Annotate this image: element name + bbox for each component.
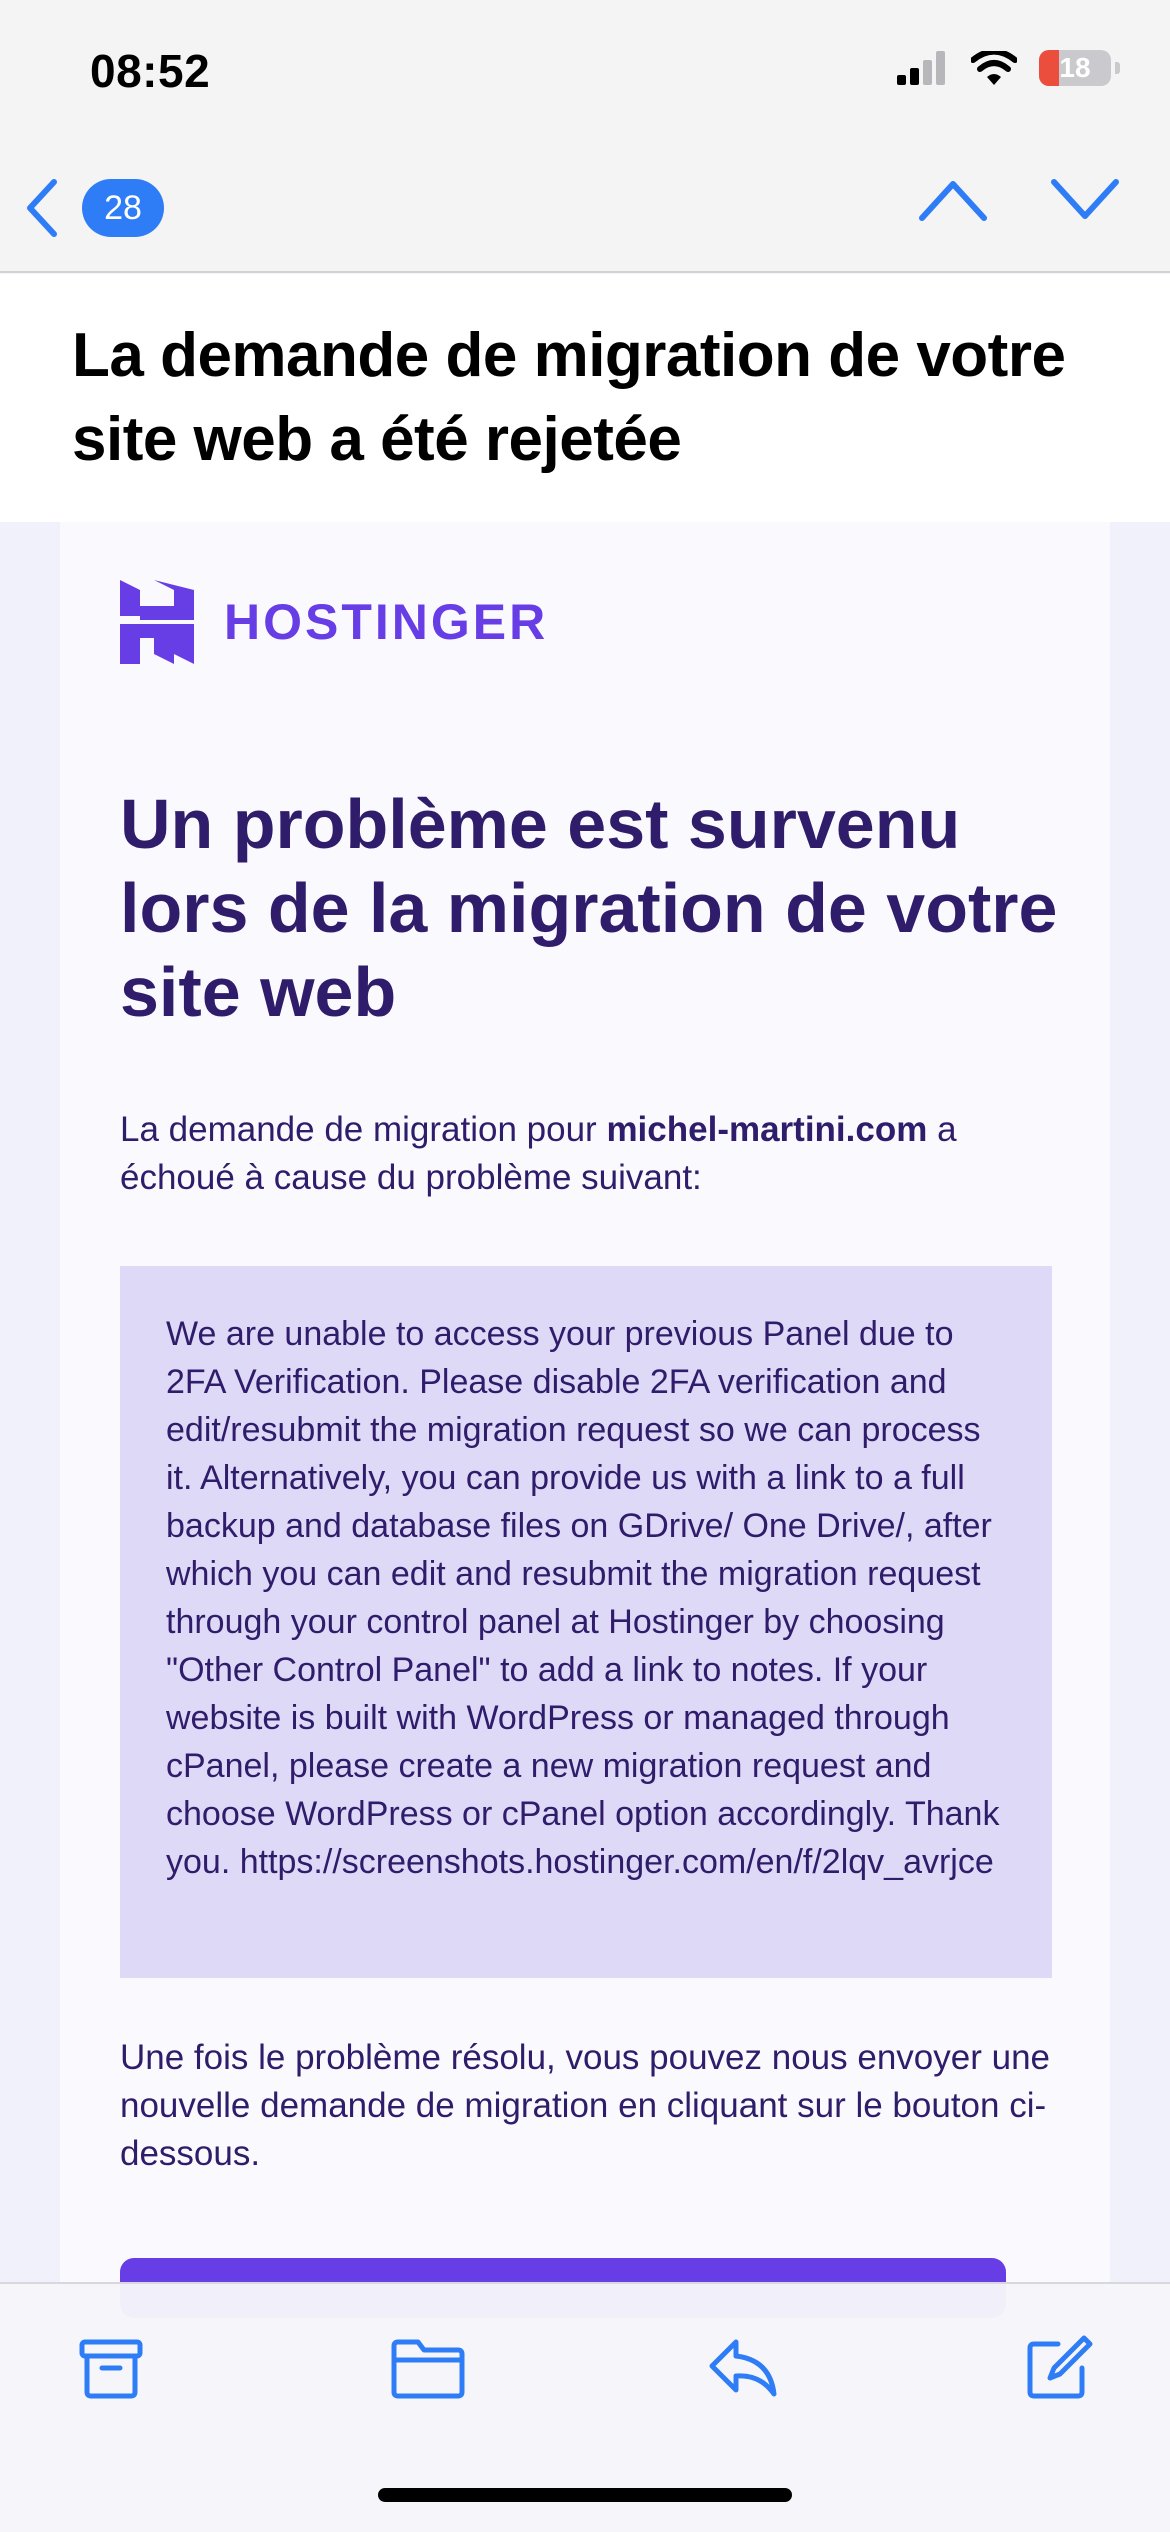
email-intro xyxy=(120,1106,1060,1202)
email-body[interactable] xyxy=(0,522,1170,2282)
archive-button[interactable] xyxy=(78,2334,144,2405)
message-navigation xyxy=(918,178,1120,227)
brand-name: HOSTINGER xyxy=(224,594,549,650)
hostinger-logo xyxy=(120,580,548,664)
battery-tip xyxy=(1115,62,1120,74)
back-button[interactable] xyxy=(24,178,164,238)
reply-icon xyxy=(706,2334,778,2400)
next-message-button[interactable] xyxy=(1050,178,1120,227)
hostinger-logo-icon xyxy=(120,580,194,664)
intro-text-end: a échoué à cause du problème suivant: xyxy=(120,1110,957,1197)
battery-icon xyxy=(1039,50,1111,86)
wifi-icon xyxy=(971,51,1017,85)
reply-button[interactable] xyxy=(706,2334,778,2405)
intro-text-start: La demande de migration pour xyxy=(120,1110,607,1149)
status-bar xyxy=(0,0,1170,150)
move-to-folder-button[interactable] xyxy=(390,2334,466,2405)
battery-level: 18 xyxy=(1059,52,1091,83)
home-indicator[interactable] xyxy=(378,2488,792,2502)
rejection-reason-box xyxy=(120,1266,1052,1978)
chevron-up-icon xyxy=(918,178,988,222)
email-headline: Un problème est survenu lors de la migration de votre site web xyxy=(120,785,1058,1031)
email-subject-header xyxy=(0,274,1170,522)
domain-name: michel-martini.com xyxy=(606,1110,928,1149)
email-card xyxy=(60,522,1110,2282)
chevron-down-icon xyxy=(1050,178,1120,222)
back-chevron-icon xyxy=(24,178,60,238)
previous-message-button[interactable] xyxy=(918,178,988,227)
archive-icon xyxy=(78,2334,144,2400)
email-subject: La demande de migration de votre site web a été rejetée xyxy=(72,321,1066,474)
status-time: 08:52 xyxy=(90,45,211,97)
folder-icon xyxy=(390,2334,466,2400)
status-icons xyxy=(897,50,1120,86)
compose-icon xyxy=(1024,2334,1094,2400)
email-outro: Une fois le problème résolu, vous pouvez nous envoyer une nouvelle demande de migration en cliquant sur le bouton ci-dessous. xyxy=(120,2038,1050,2173)
mail-nav-bar xyxy=(0,150,1170,273)
unread-count-badge: 28 xyxy=(82,179,164,237)
cellular-signal-icon xyxy=(897,51,949,85)
compose-button[interactable] xyxy=(1024,2334,1094,2405)
rejection-reason-text: We are unable to access your previous Panel due to 2FA Verification. Please disable 2FA verification and edit/resubmit the migration request so we can process it. Alternatively, you can provide us with a link to a full backup and database files on GDrive/ One Drive/, after which you can edit and resubmit the migration request through your control panel at Hostinger by choosing "Other Control Panel" to add a link to notes. If your website is built with WordPress or managed through cPanel, please create a new migration request and choose WordPress or cPanel option accordingly. Thank you. https://screenshots.hostinger.com/en/f/2lqv_avrjce xyxy=(166,1315,1000,1881)
